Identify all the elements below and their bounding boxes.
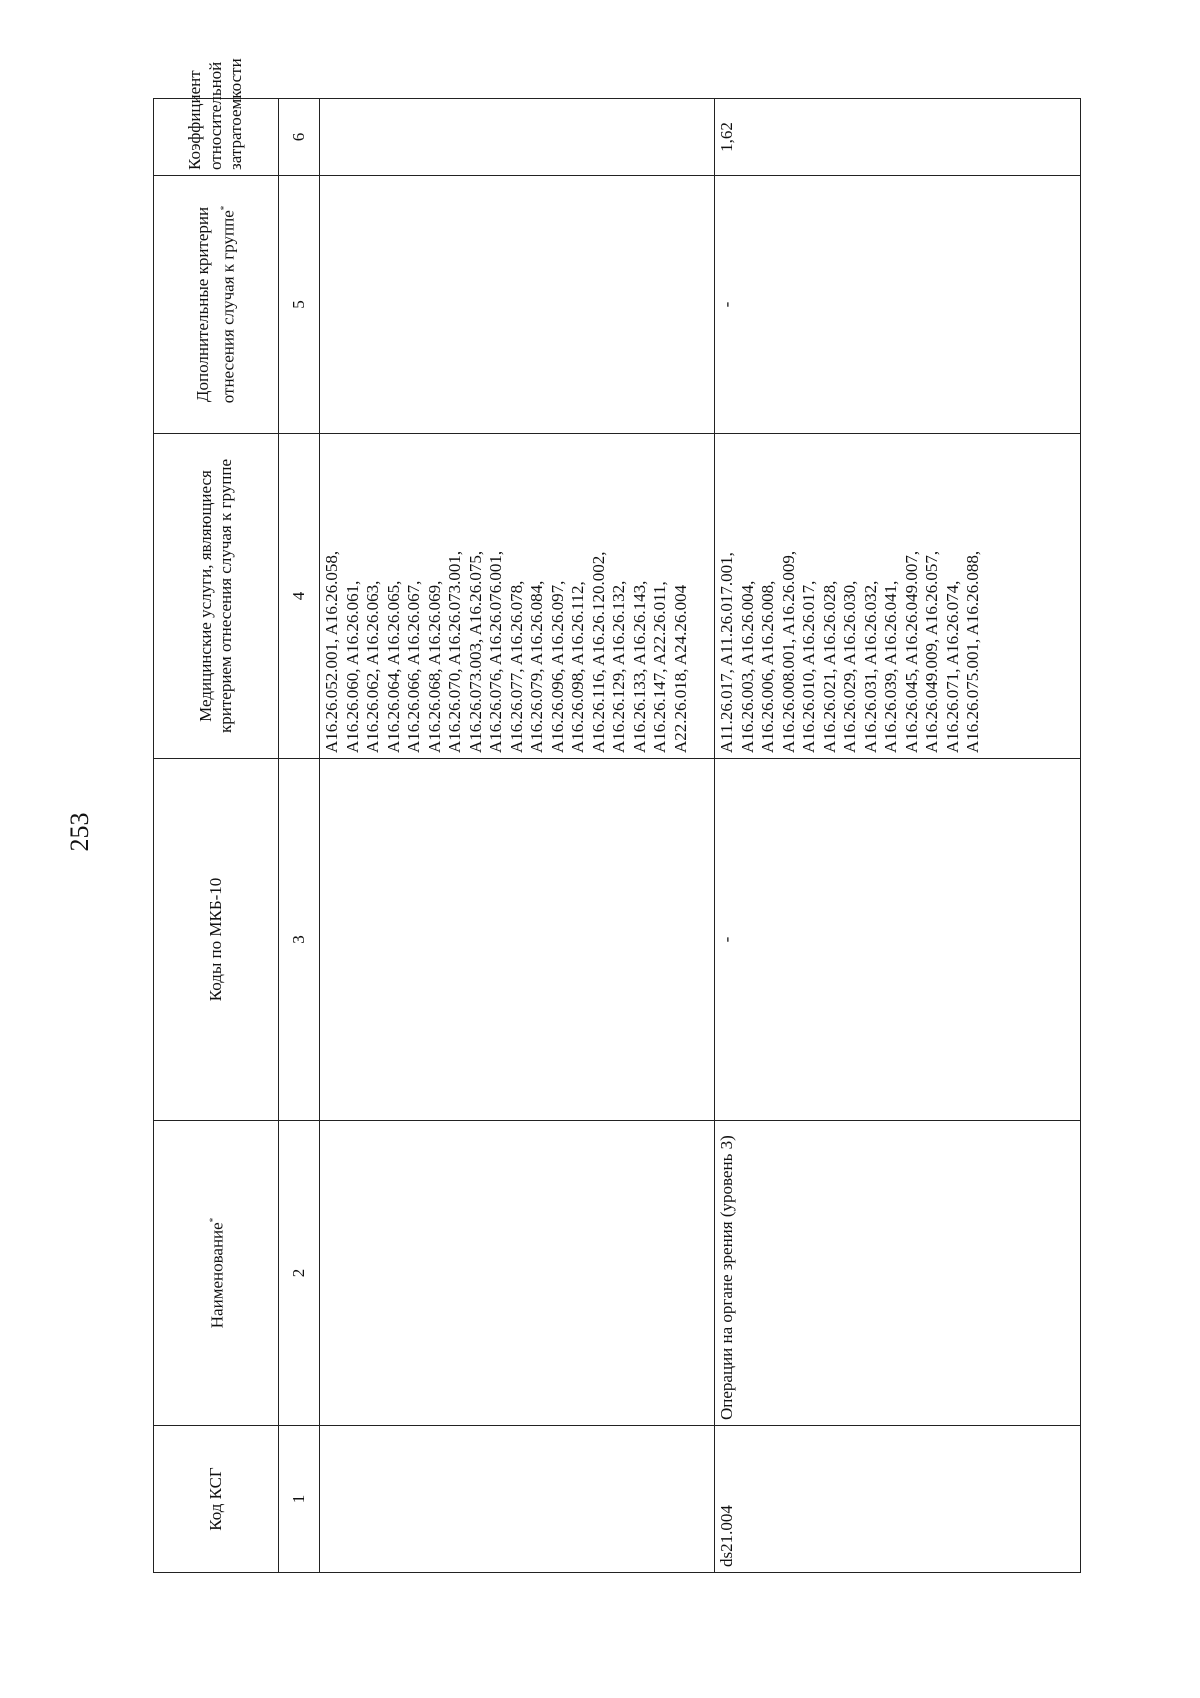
column-number: 2 xyxy=(279,1121,320,1426)
table-row xyxy=(715,99,1081,1573)
cell-coef: 1,62 xyxy=(715,99,1081,176)
table-container xyxy=(153,58,1081,1573)
cell-mkb xyxy=(320,759,715,1121)
header-row xyxy=(154,99,279,1573)
column-number: 5 xyxy=(279,176,320,434)
column-numbers-row xyxy=(279,99,320,1573)
header-services: Медицинские услуги, являющиеся критерием отнесения случая к группе xyxy=(154,434,279,759)
ksg-table xyxy=(153,58,1081,1573)
column-number: 6 xyxy=(279,99,320,176)
header-coefficient: Коэффициент относительной затратоемкости xyxy=(154,99,279,176)
table-row xyxy=(320,99,715,1573)
header-ksg-code: Код КСГ xyxy=(154,1426,279,1573)
column-number: 4 xyxy=(279,434,320,759)
cell-mkb: - xyxy=(715,759,1081,1121)
rotated-table xyxy=(153,58,1081,1573)
cell-name xyxy=(320,1121,715,1426)
cell-extra xyxy=(320,176,715,434)
header-mkb-codes: Коды по МКБ-10 xyxy=(154,759,279,1121)
cell-services: A11.26.017, A11.26.017.001, A16.26.003, A16.26.004, A16.26.006, A16.26.008, A16.26.008.001, A16.26.009, A16.26.010, A16.26.017, A16.26.021, A16.26.028, A16.26.029, A16.26.030, A16.26.031, A16.26.032, A16.26.039, A16.26.041, A16.26.045, A16.26.049.007, A16.26.049.009, A16.26.057, A16.26.071, A16.26.074, A16.26.075.001, A16.26.088, xyxy=(715,434,1081,759)
cell-extra: - xyxy=(715,176,1081,434)
cell-code xyxy=(320,1426,715,1573)
cell-code: ds21.004 xyxy=(715,1426,1081,1573)
cell-name: Операции на органе зрения (уровень 3) xyxy=(715,1121,1081,1426)
column-number: 1 xyxy=(279,1426,320,1573)
column-number: 3 xyxy=(279,759,320,1121)
header-name: Наименование* xyxy=(154,1121,279,1426)
page-number: 253 xyxy=(65,812,94,852)
footnote-mark: * xyxy=(208,1217,219,1223)
cell-services: A16.26.052.001, A16.26.058, A16.26.060, A16.26.061, A16.26.062, A16.26.063, A16.26.064, A16.26.065, A16.26.066, A16.26.067, A16.26.068, A16.26.069, A16.26.070, A16.26.073.001, A16.26.073.003, A16.26.075, A16.26.076, A16.26.076.001, A16.26.077, A16.26.078, A16.26.079, A16.26.084, A16.26.096, A16.26.097, A16.26.098, A16.26.112, A16.26.116, A16.26.120.002, A16.26.129, A16.26.132, A16.26.133, A16.26.143, A16.26.147, A22.26.011, A22.26.018, A24.26.004 xyxy=(320,434,715,759)
cell-coef xyxy=(320,99,715,176)
header-extra-criteria: Дополнительные критерии отнесения случая к группе* xyxy=(154,176,279,434)
footnote-mark: * xyxy=(218,205,229,211)
